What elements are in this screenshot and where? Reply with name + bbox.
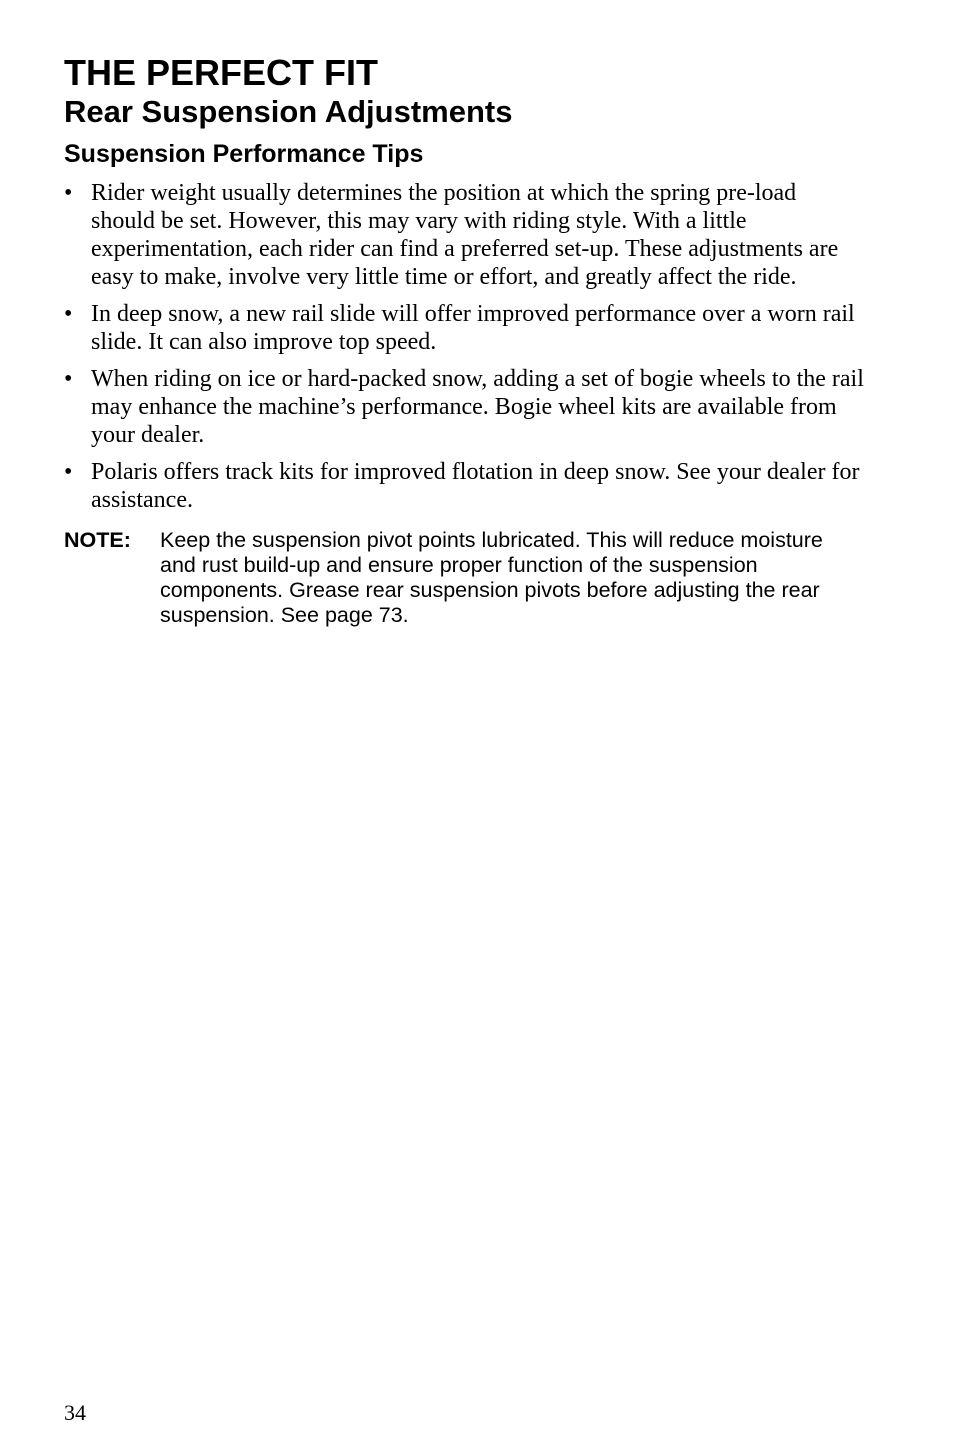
note-label: NOTE: bbox=[64, 528, 131, 552]
bullet-icon: • bbox=[64, 301, 73, 327]
section-title: Rear Suspension Adjustments bbox=[64, 94, 513, 129]
chapter-title: THE PERFECT FIT bbox=[64, 52, 378, 93]
list-item bbox=[64, 458, 864, 514]
note-block bbox=[64, 528, 864, 628]
tip-text: When riding on ice or hard-packed snow, adding a set of bogie wheels to the rail may enhance the machine’s performance. Bogie wheel kits are available from your dealer. bbox=[91, 366, 864, 448]
list-item bbox=[64, 300, 864, 356]
subsection-title: Suspension Performance Tips bbox=[64, 140, 424, 168]
page-number: 34 bbox=[64, 1400, 86, 1425]
tip-text: In deep snow, a new rail slide will offer improved performance over a worn rail slide. It can also improve top speed. bbox=[91, 301, 855, 355]
list-item bbox=[64, 179, 864, 291]
bullet-icon: • bbox=[64, 459, 73, 485]
page-content bbox=[64, 52, 864, 628]
tips-list bbox=[64, 179, 864, 514]
tip-text: Polaris offers track kits for improved flotation in deep snow. See your dealer for assistance. bbox=[91, 459, 860, 513]
bullet-icon: • bbox=[64, 366, 73, 392]
note-text: Keep the suspension pivot points lubricated. This will reduce moisture and rust build-up and ensure proper function of the suspension components. Grease rear suspension pivots before adjusting the rear suspension. See page 73. bbox=[160, 528, 823, 627]
bullet-icon: • bbox=[64, 180, 73, 206]
list-item bbox=[64, 365, 864, 449]
tip-text: Rider weight usually determines the position at which the spring pre-load should be set. However, this may vary with riding style. With a little experimentation, each rider can find a preferred set-up. These adjustments are easy to make, involve very little time or effort, and greatly affect the ride. bbox=[91, 180, 839, 290]
